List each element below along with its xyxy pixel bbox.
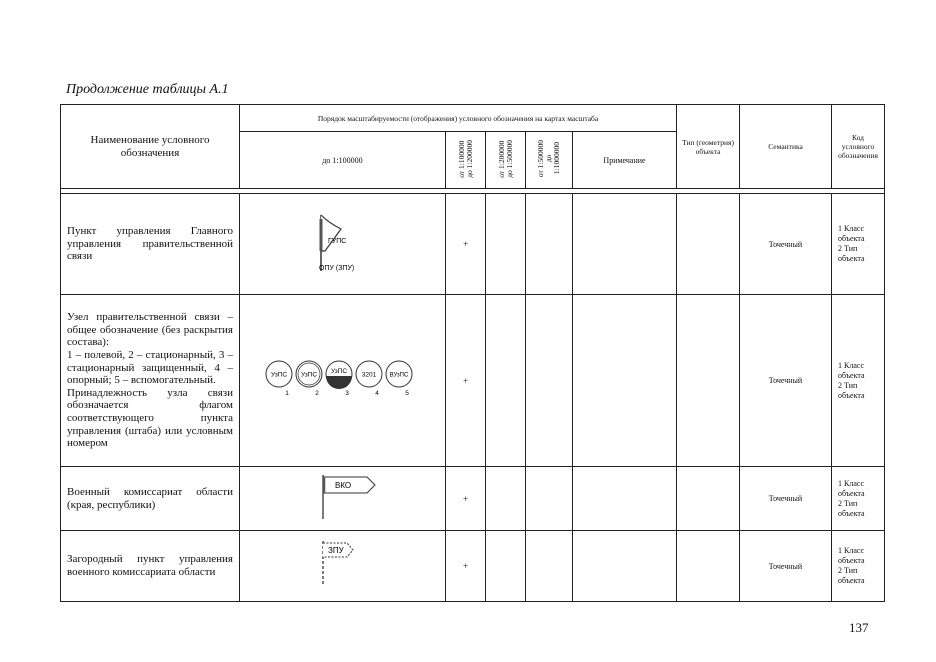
- circle-2: [296, 361, 322, 397]
- row-scale-2: [486, 194, 526, 295]
- header-scale-2: [446, 132, 486, 189]
- row-name: [61, 467, 240, 531]
- row-name: [61, 295, 240, 467]
- semantics-line-1: 1 Класс объекта: [838, 360, 865, 380]
- circle-1-num: 1: [284, 390, 289, 397]
- semantics-line-2: 2 Тип объекта: [838, 244, 865, 263]
- header-semantics: Семантика: [740, 105, 832, 189]
- row-scale-3: [526, 194, 573, 295]
- circle-1: [266, 361, 292, 397]
- header-scale-2-text: от 1:100000 до 1:200000: [456, 140, 474, 178]
- row-mark: +: [446, 467, 486, 531]
- circle-4: [356, 361, 382, 397]
- row-type: Точечный: [740, 194, 832, 295]
- header-scale-group: Порядок масштабируемости (отображения) условного обозначения на картах масштаба: [240, 105, 677, 132]
- circle-1-label: УзПС: [270, 371, 287, 379]
- row-name-text: 1 – полевой, 2 – стационарный, 3 – стационарный защищенный, 4 – опорный; 5 – вспомогательный.: [67, 349, 233, 387]
- header-scale-4-text: от 1:500000 до 1:1000000: [536, 140, 561, 178]
- gups-flag-icon: [283, 207, 403, 277]
- row-name: [61, 531, 240, 602]
- row-scale-4: [573, 467, 677, 531]
- table-row: [61, 194, 885, 295]
- row-scale-4: [573, 531, 677, 602]
- table-row: [61, 295, 885, 467]
- page-number: 137: [849, 620, 869, 635]
- row-scale-2: [486, 467, 526, 531]
- header-name: Наименование условного обозначения: [61, 105, 240, 189]
- vko-pennant-icon: [283, 471, 403, 521]
- row-note: [677, 194, 740, 295]
- symbols-table: [60, 104, 885, 602]
- semantics-line-2: 2 Тип объекта: [838, 566, 865, 585]
- circle-5: [386, 361, 412, 397]
- semantics-line-1: 1 Класс объекта: [838, 546, 865, 565]
- row-semantics: [832, 467, 885, 531]
- header-scale-4: [526, 132, 573, 189]
- header-scale-3: [486, 132, 526, 189]
- semantics-line-1: 1 Класс объекта: [838, 478, 865, 498]
- header-scale-1: до 1:100000: [240, 132, 446, 189]
- header-type: Тип (геометрия) объекта: [677, 105, 740, 189]
- circle-4-label: 3201: [361, 371, 376, 379]
- opu-label: ОПУ (ЗПУ): [318, 264, 354, 272]
- row-note: [677, 295, 740, 467]
- gups-label: ГУПС: [327, 237, 346, 245]
- row-scale-2: [486, 295, 526, 467]
- circle-5-num: 5: [404, 390, 409, 397]
- table-row: [61, 467, 885, 531]
- row-type: Точечный: [740, 295, 832, 467]
- row-mark: +: [446, 194, 486, 295]
- header-scale-3-text: от 1:200000 до 1:500000: [496, 140, 514, 178]
- row-semantics: [832, 295, 885, 467]
- circle-3: [326, 361, 352, 397]
- header-note: Примечание: [573, 132, 677, 189]
- circle-5-label: ВУзПС: [389, 372, 408, 379]
- row-symbol: [240, 295, 446, 467]
- semantics-line-1: 1 Класс объекта: [838, 224, 865, 243]
- row-semantics: [832, 194, 885, 295]
- row-semantics: [832, 531, 885, 602]
- header-code: Код условного обозначения: [832, 105, 885, 189]
- row-scale-3: [526, 531, 573, 602]
- row-name-text: Загородный пункт управления военного комиссариата области: [67, 553, 233, 578]
- row-mark: +: [446, 295, 486, 467]
- row-scale-3: [526, 467, 573, 531]
- row-scale-3: [526, 295, 573, 467]
- semantics-line-2: 2 Тип объекта: [838, 498, 865, 518]
- row-symbol: [240, 531, 446, 602]
- row-mark: +: [446, 531, 486, 602]
- row-note: [677, 531, 740, 602]
- node-circles-icon: [263, 358, 423, 398]
- semantics-line-2: 2 Тип объекта: [838, 380, 865, 400]
- row-scale-4: [573, 194, 677, 295]
- zpu-label: ЗПУ: [327, 545, 344, 555]
- row-name: [61, 194, 240, 295]
- circle-2-num: 2: [314, 390, 319, 397]
- zpu-pennant-icon: [283, 537, 403, 591]
- circle-4-num: 4: [374, 390, 379, 397]
- circle-3-label: УзПС: [330, 368, 347, 375]
- row-name-text: Пункт управления Главного управления правительственной связи: [67, 225, 233, 263]
- circle-3-num: 3: [344, 390, 349, 397]
- table-row: [61, 531, 885, 602]
- row-name-text: Узел правительственной связи – общее обозначение (без раскрытия состава):: [67, 311, 233, 349]
- row-symbol: [240, 467, 446, 531]
- vko-label: ВКО: [334, 481, 351, 490]
- row-scale-2: [486, 531, 526, 602]
- row-name-text: Принадлежность узла связи обозначается флагом соответствующего пункта управления (штаба) или условным номером: [67, 386, 233, 450]
- circle-2-label: УзПС: [300, 371, 317, 379]
- row-symbol: [240, 194, 446, 295]
- row-name-text: Военный комиссариат области (края, республики): [67, 485, 233, 511]
- row-scale-4: [573, 295, 677, 467]
- row-type: Точечный: [740, 531, 832, 602]
- table-caption: Продолжение таблицы А.1: [66, 82, 229, 97]
- row-note: [677, 467, 740, 531]
- row-type: Точечный: [740, 467, 832, 531]
